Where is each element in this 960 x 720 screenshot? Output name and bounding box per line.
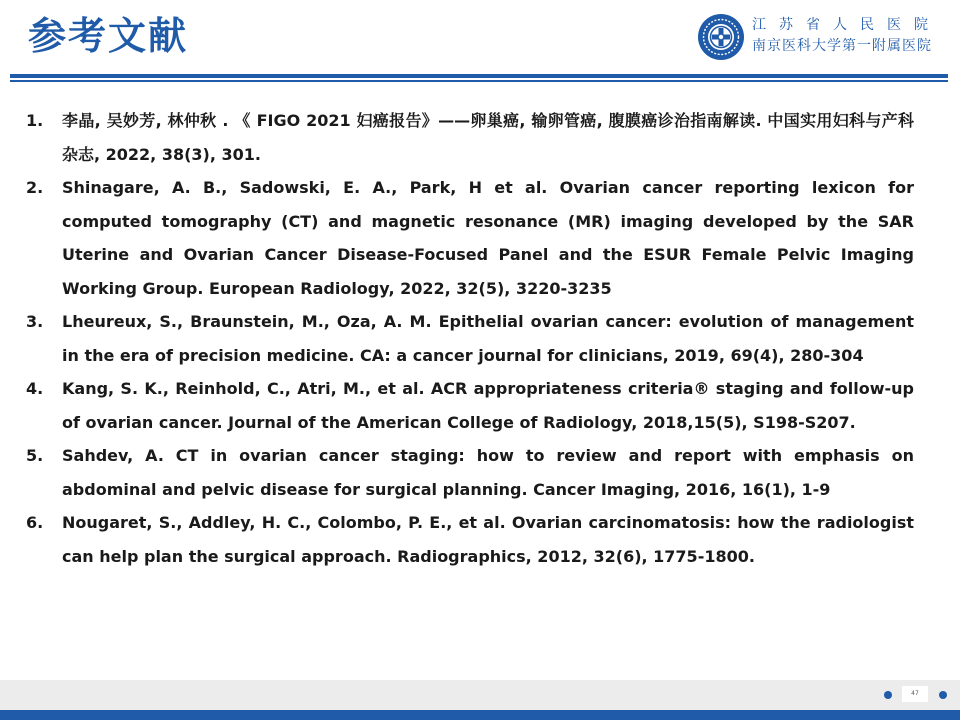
reference-item <box>26 305 914 372</box>
page-number: 47 <box>902 686 928 702</box>
reference-item <box>26 372 914 439</box>
reference-list <box>26 104 914 573</box>
reference-number: 2. <box>26 178 44 197</box>
hospital-name-line1: 江苏省人民医院 <box>752 17 941 33</box>
reference-text: Shinagare, A. B., Sadowski, E. A., Park, H et al. Ovarian cancer reporting lexicon for computed tomography (CT) and magnetic resonance (MR) imaging developed by the SAR Uterine and Ovarian Cancer Disease-Focused Panel and the ESUR Female Pelvic Imaging Working Group. European Radiology, 2022, 32(5), 3220-3235 <box>62 178 914 298</box>
reference-item <box>26 171 914 305</box>
reference-item <box>26 506 914 573</box>
reference-text: Nougaret, S., Addley, H. C., Colombo, P. E., et al. Ovarian carcinomatosis: how the radiologist can help plan the surgical approach. Radiographics, 2012, 32(6), 1775-1800. <box>62 513 914 566</box>
reference-text: Lheureux, S., Braunstein, M., Oza, A. M. Epithelial ovarian cancer: evolution of management in the era of precision medicine. CA: a cancer journal for clinicians, 2019, 69(4), 280-304 <box>62 312 914 365</box>
reference-item <box>26 104 914 171</box>
footer-dot-right <box>939 691 947 699</box>
reference-number: 5. <box>26 446 44 465</box>
header-divider-thin <box>10 80 948 82</box>
reference-text: 李晶, 吴妙芳, 林仲秋 . 《 FIGO 2021 妇癌报告》——卵巢癌, 输卵管癌, 腹膜癌诊治指南解读. 中国实用妇科与产科杂志, 2022, 38(3), 301. <box>62 111 914 164</box>
hospital-emblem-icon <box>697 13 745 61</box>
page-title: 参考文献 <box>28 14 189 58</box>
reference-number: 6. <box>26 513 44 532</box>
reference-number: 1. <box>26 111 44 130</box>
reference-item <box>26 439 914 506</box>
reference-text: Sahdev, A. CT in ovarian cancer staging: how to review and report with emphasis on abdominal and pelvic disease for surgical planning. Cancer Imaging, 2016, 16(1), 1-9 <box>62 446 914 499</box>
reference-number: 4. <box>26 379 44 398</box>
footer-band <box>0 680 960 710</box>
hospital-name <box>752 15 941 57</box>
footer-dot-left <box>884 691 892 699</box>
reference-text: Kang, S. K., Reinhold, C., Atri, M., et al. ACR appropriateness criteria® staging and follow-up of ovarian cancer. Journal of the American College of Radiology, 2018,15(5), S198-S207. <box>62 379 914 432</box>
hospital-name-line2: 南京医科大学第一附属医院 <box>752 38 932 54</box>
reference-number: 3. <box>26 312 44 331</box>
header-divider <box>10 74 948 78</box>
footer-bar <box>0 710 960 720</box>
